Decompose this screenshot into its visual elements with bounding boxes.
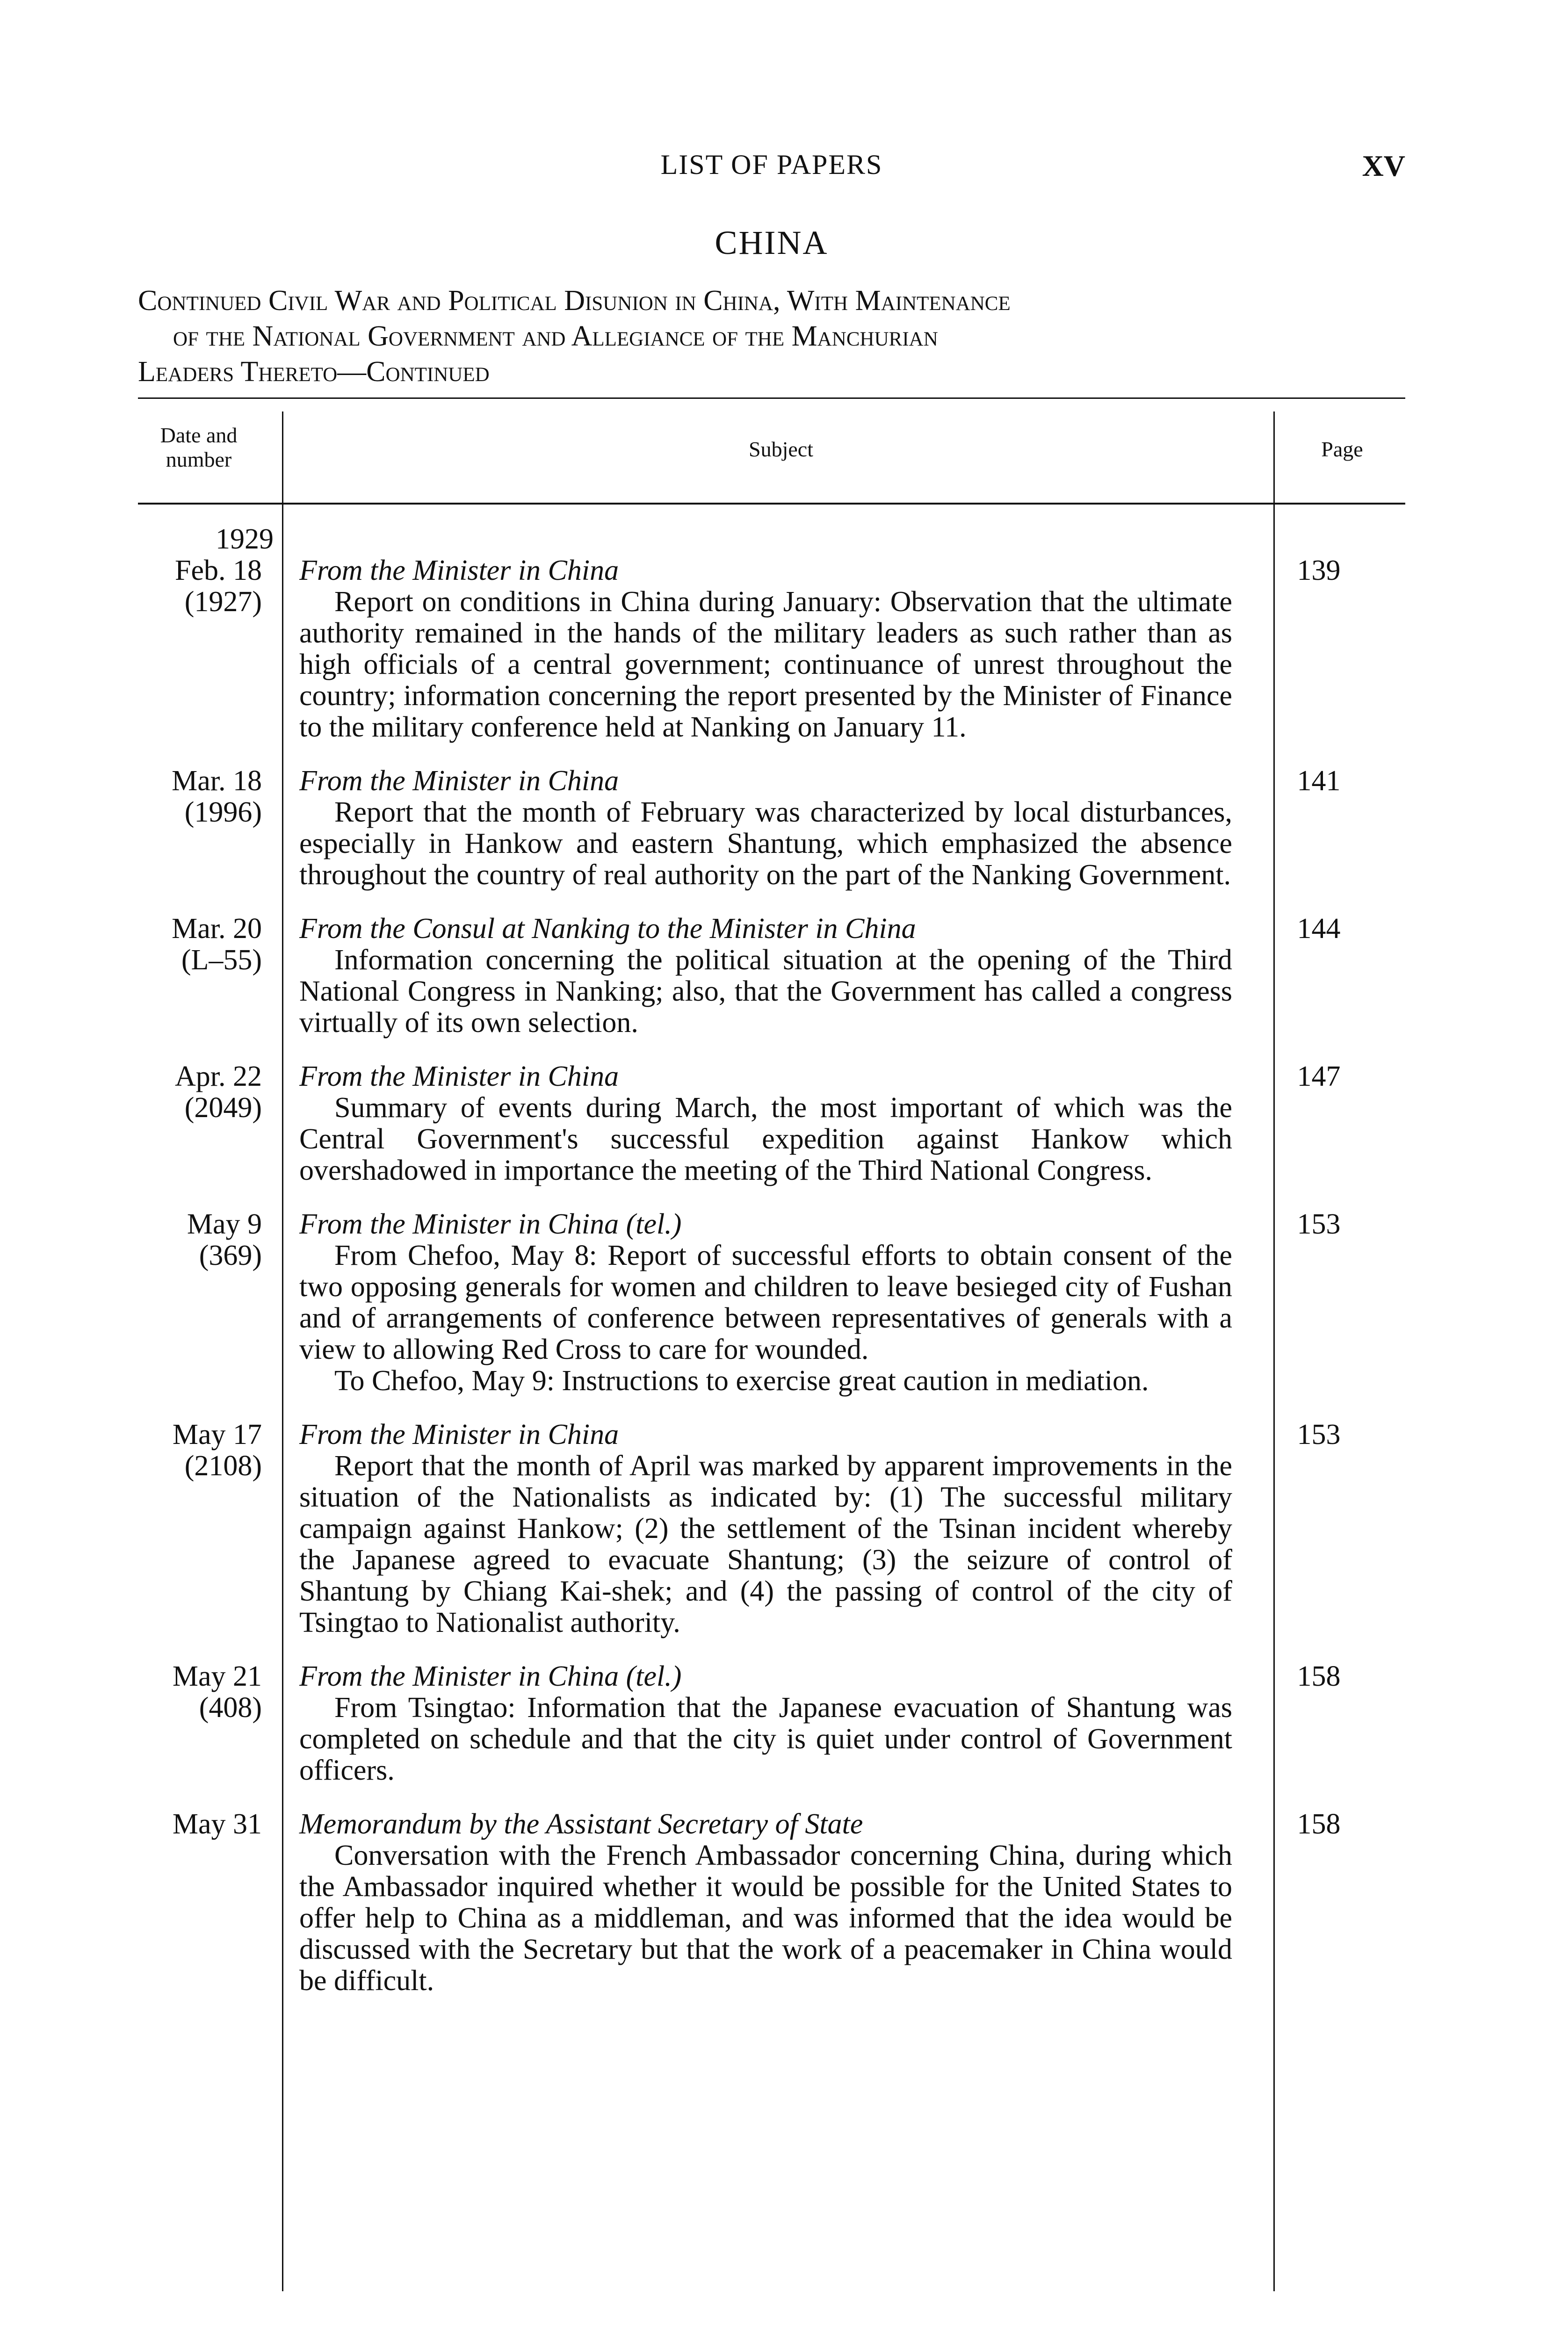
entry-subject [299, 1209, 1232, 1397]
entry-page: 158 [1297, 1808, 1341, 1840]
table-row [138, 555, 1405, 743]
entry-date-number [138, 1209, 274, 1397]
section-title-line-1: Continued Civil War and Political Disunion in China, With Maintenance [138, 285, 1011, 317]
table-row [138, 913, 1405, 1039]
entry-summary: Information concerning the political situation at the opening of the Third National Congress in Nanking; also, that the Government has called a congress virtually of its own selection. [299, 944, 1232, 1039]
entry-number: (369) [199, 1240, 262, 1271]
page-column-header: Page [1321, 437, 1363, 461]
entry-date: May 17 [172, 1419, 262, 1450]
entry-date-number [138, 1809, 274, 1997]
entry-from: From the Minister in China [299, 1061, 619, 1092]
entry-subject [299, 1661, 1232, 1786]
year-label: 1929 [216, 523, 274, 555]
entry-date: May 21 [172, 1660, 262, 1692]
entry-summary: To Chefoo, May 9: Instructions to exercise great caution in mediation. [334, 1365, 1149, 1397]
entry-page: 141 [1297, 765, 1341, 797]
table-row [138, 1419, 1405, 1638]
entry-summary: From Tsingtao: Information that the Japanese evacuation of Shantung was completed on schedule and that the city is quiet under control of Government officers. [299, 1692, 1232, 1786]
entry-number: (1996) [184, 796, 262, 828]
section-title-line-2: of the National Government and Allegiance of the Manchurian [173, 320, 938, 352]
entry-date-number [138, 1061, 274, 1186]
table-row [138, 1661, 1405, 1786]
page-number: XV [1362, 149, 1405, 182]
date-header-line-1: Date and [160, 423, 238, 447]
entry-number: (2049) [184, 1092, 262, 1124]
entry-list [138, 555, 1405, 1997]
entry-from: From the Consul at Nanking to the Minister in China [299, 913, 916, 945]
entry-subject [299, 765, 1232, 891]
entry-date: Mar. 18 [172, 765, 262, 797]
date-header-line-2: number [166, 447, 232, 471]
table-row [138, 1209, 1405, 1397]
table-row [138, 765, 1405, 891]
entry-page: 144 [1297, 913, 1341, 945]
entry-from: From the Minister in China (tel.) [299, 1660, 682, 1692]
entry-date: Apr. 22 [175, 1061, 262, 1092]
entry-page: 158 [1297, 1660, 1341, 1692]
entry-summary: Summary of events during March, the most important of which was the Central Government's successful expedition against Hankow which overshadowed in importance the meeting of the Third National Congress. [299, 1092, 1232, 1186]
entry-date-number [138, 765, 274, 891]
table-row [138, 1061, 1405, 1186]
country-title: CHINA [715, 224, 829, 261]
entry-date-number [138, 913, 274, 1039]
entry-summary: Report on conditions in China during January: Observation that the ultimate authority remained in the hands of the military leaders as such rather than as high officials of a central government; continuance of unrest throughout the country; information concerning the report presented by the Minister of Finance to the military conference held at Nanking on January 11. [299, 586, 1232, 743]
entry-summary: Report that the month of February was characterized by local disturbances, especially in Hankow and eastern Shantung, which emphasized the absence throughout the country of real authority on the part of the Nanking Government. [299, 796, 1232, 891]
entry-subject [299, 1809, 1232, 1997]
entry-date-number [138, 555, 274, 743]
entry-from: From the Minister in China (tel.) [299, 1208, 682, 1240]
entry-subject [299, 1061, 1232, 1186]
entry-page: 147 [1297, 1061, 1341, 1092]
entry-page: 153 [1297, 1208, 1341, 1240]
table-row [138, 1809, 1405, 1997]
entry-summary: Conversation with the French Ambassador concerning China, during which the Ambassador inquired whether it would be possible for the United States to offer help to China as a middleman, and was informed that the idea would be discussed with the Secretary but that the work of a peacemaker in China would be difficult. [299, 1840, 1232, 1997]
running-title: LIST OF PAPERS [660, 149, 883, 180]
section-title [138, 283, 1405, 390]
entries-table [138, 524, 1405, 1997]
entry-summary: From Chefoo, May 8: Report of successful efforts to obtain consent of the two opposing generals for women and children to leave besieged city of Fushan and of arrangements of conference between representatives of generals with a view to allowing Red Cross to care for wounded. [299, 1240, 1232, 1365]
entry-date: May 9 [187, 1208, 262, 1240]
entry-date-number [138, 1661, 274, 1786]
table-top-rule [138, 397, 1405, 399]
entry-subject [299, 1419, 1232, 1638]
entry-from: Memorandum by the Assistant Secretary of State [299, 1808, 863, 1840]
entry-number: (1927) [184, 586, 262, 618]
date-number-column-header [145, 423, 253, 472]
entry-summary: Report that the month of April was marked by apparent improvements in the situation of the Nationalists as indicated by: (1) The successful military campaign against Hankow; (2) the settlement of the Tsinan incident whereby the Japanese agreed to evacuate Shantung; (3) the seizure of control of Shantung by Chiang Kai-shek; and (4) the passing of control of the city of Tsingtao to Nationalist authority. [299, 1450, 1232, 1638]
table-header-rule [138, 503, 1405, 505]
entry-from: From the Minister in China [299, 555, 619, 586]
entry-date: May 31 [172, 1808, 262, 1840]
entry-date-number [138, 1419, 274, 1638]
entry-number: (2108) [184, 1450, 262, 1482]
entry-from: From the Minister in China [299, 1419, 619, 1450]
subject-column-header: Subject [749, 437, 813, 461]
entry-number: (L–55) [181, 944, 262, 976]
entry-date: Feb. 18 [175, 555, 262, 586]
entry-subject [299, 555, 1232, 743]
page-header [138, 149, 1405, 191]
entry-from: From the Minister in China [299, 765, 619, 797]
entry-subject [299, 913, 1232, 1039]
section-title-line-3: Leaders Thereto—Continued [138, 356, 490, 388]
entry-page: 139 [1297, 555, 1341, 586]
entry-page: 153 [1297, 1419, 1341, 1450]
entry-number: (408) [199, 1692, 262, 1724]
entry-date: Mar. 20 [172, 913, 262, 945]
